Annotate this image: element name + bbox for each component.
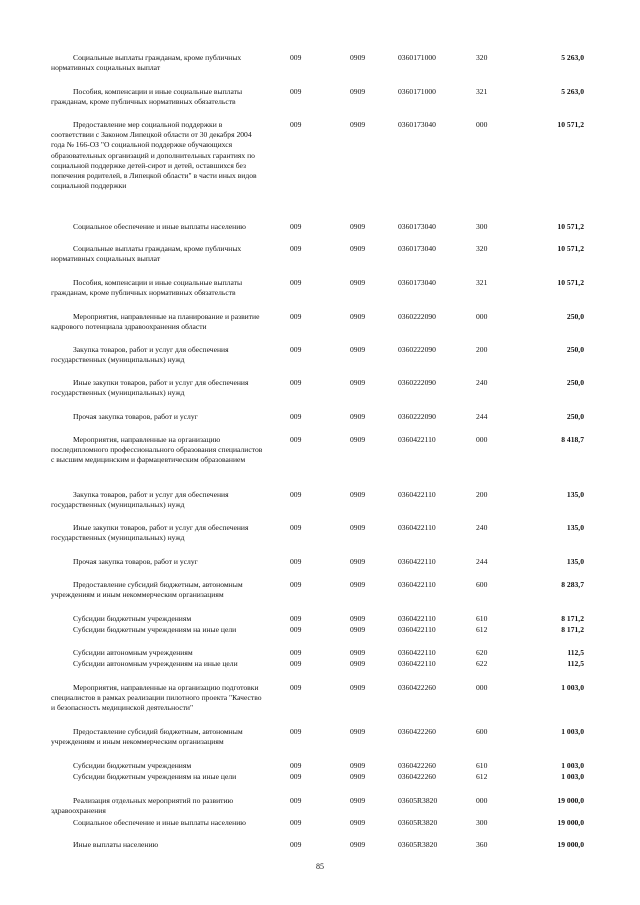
row-target-code: 0360422260 [398,772,436,781]
row-code-1: 009 [290,772,302,781]
row-section-code: 0909 [350,312,366,321]
row-type-code: 240 [476,378,488,387]
row-amount: 135,0 [566,557,584,566]
row-amount: 135,0 [566,490,584,499]
row-type-code: 000 [476,435,488,444]
row-description: Иные закупки товаров, работ и услуг для обеспечения государственных (муниципальных) нужд [51,378,249,398]
row-type-code: 000 [476,312,488,321]
row-target-code: 0360222090 [398,412,436,421]
row-type-code: 000 [476,796,488,805]
row-description: Субсидии автономным учреждениям на иные цели [73,659,238,668]
row-amount: 8 418,7 [561,435,584,444]
row-description: Закупка товаров, работ и услуг для обеспечения государственных (муниципальных) нужд [51,490,229,510]
row-target-code: 0360173040 [398,244,436,253]
row-amount: 250,0 [566,312,584,321]
row-code-1: 009 [290,659,302,668]
row-amount: 10 571,2 [557,120,584,129]
row-code-1: 009 [290,625,302,634]
row-target-code: 0360222090 [398,345,436,354]
row-description: Пособия, компенсации и иные социальные выплаты гражданам, кроме публичных нормативных обязательств [51,278,243,298]
row-description: Мероприятия, направленные на планирование и развитие кадрового потенциала здравоохранения области [51,312,260,332]
row-section-code: 0909 [350,523,366,532]
row-code-1: 009 [290,580,302,589]
row-type-code: 620 [476,648,488,657]
row-amount: 250,0 [566,412,584,421]
row-amount: 5 263,0 [561,87,584,96]
row-amount: 8 171,2 [561,614,584,623]
row-target-code: 0360422110 [398,557,436,566]
row-amount: 1 003,0 [561,727,584,736]
row-description: Мероприятия, направленные на организацию подготовки специалистов в рамках реализации пилотного проекта "Качество и безопасность медицинской деятельности" [51,683,262,713]
row-section-code: 0909 [350,614,366,623]
row-section-code: 0909 [350,278,366,287]
row-description: Мероприятия, направленные на организацию последипломного профессионального образования специалистов с высшим медицинским и фармацевтическим образованием [51,435,263,465]
row-amount: 135,0 [566,523,584,532]
row-amount: 1 003,0 [561,761,584,770]
row-description: Субсидии бюджетным учреждениям на иные цели [73,625,237,634]
row-type-code: 321 [476,278,488,287]
row-section-code: 0909 [350,761,366,770]
row-section-code: 0909 [350,378,366,387]
row-type-code: 610 [476,761,488,770]
row-target-code: 0360173040 [398,222,436,231]
row-code-1: 009 [290,840,302,849]
row-description: Реализация отдельных мероприятий по развитию здравоохранения [51,796,234,816]
row-description: Предоставление субсидий бюджетным, автономным учреждениям и иным некоммерческим организациям [51,580,243,600]
row-target-code: 0360422110 [398,490,436,499]
row-description: Закупка товаров, работ и услуг для обеспечения государственных (муниципальных) нужд [51,345,229,365]
row-description: Субсидии бюджетным учреждениям [73,614,192,623]
row-code-1: 009 [290,87,302,96]
row-type-code: 244 [476,557,488,566]
row-type-code: 200 [476,490,488,499]
row-section-code: 0909 [350,557,366,566]
row-section-code: 0909 [350,435,366,444]
row-code-1: 009 [290,557,302,566]
row-code-1: 009 [290,796,302,805]
row-code-1: 009 [290,222,302,231]
row-target-code: 0360422110 [398,625,436,634]
row-amount: 5 263,0 [561,53,584,62]
row-section-code: 0909 [350,727,366,736]
row-type-code: 300 [476,818,488,827]
row-target-code: 0360173040 [398,120,436,129]
row-code-1: 009 [290,120,302,129]
row-code-1: 009 [290,727,302,736]
row-target-code: 0360422110 [398,580,436,589]
row-amount: 112,5 [567,659,584,668]
row-type-code: 300 [476,222,488,231]
row-description: Прочая закупка товаров, работ и услуг [73,412,198,421]
row-section-code: 0909 [350,580,366,589]
row-target-code: 0360422260 [398,761,436,770]
row-target-code: 0360173040 [398,278,436,287]
row-amount: 1 003,0 [561,772,584,781]
row-target-code: 03605R3820 [398,840,438,849]
row-code-1: 009 [290,523,302,532]
row-section-code: 0909 [350,840,366,849]
row-type-code: 600 [476,727,488,736]
row-amount: 19 000,0 [557,818,584,827]
row-code-1: 009 [290,818,302,827]
row-amount: 10 571,2 [557,222,584,231]
row-amount: 8 171,2 [561,625,584,634]
row-section-code: 0909 [350,772,366,781]
row-type-code: 320 [476,53,488,62]
row-type-code: 360 [476,840,488,849]
row-amount: 8 283,7 [561,580,584,589]
row-code-1: 009 [290,761,302,770]
row-type-code: 321 [476,87,488,96]
row-amount: 250,0 [566,378,584,387]
row-section-code: 0909 [350,490,366,499]
row-type-code: 000 [476,683,488,692]
row-type-code: 610 [476,614,488,623]
row-section-code: 0909 [350,625,366,634]
row-target-code: 0360422110 [398,659,436,668]
page-number: 85 [316,862,324,871]
row-section-code: 0909 [350,659,366,668]
row-code-1: 009 [290,412,302,421]
row-description: Предоставление субсидий бюджетным, автономным учреждениям и иным некоммерческим организациям [51,727,243,747]
row-type-code: 320 [476,244,488,253]
row-section-code: 0909 [350,345,366,354]
row-target-code: 0360422260 [398,727,436,736]
row-description: Прочая закупка товаров, работ и услуг [73,557,198,566]
row-type-code: 622 [476,659,488,668]
row-code-1: 009 [290,490,302,499]
row-amount: 112,5 [567,648,584,657]
row-amount: 1 003,0 [561,683,584,692]
row-section-code: 0909 [350,87,366,96]
row-code-1: 009 [290,614,302,623]
row-type-code: 612 [476,625,488,634]
row-code-1: 009 [290,683,302,692]
row-description: Социальное обеспечение и иные выплаты населению [73,222,246,231]
row-section-code: 0909 [350,53,366,62]
row-description: Предоставление мер социальной поддержки в соответствии с Законом Липецкой области от 30 декабря 2004 года № 166-ОЗ "О социальной поддержке обучающихся образовательных организаций и дополнительных гарантиях по социальной поддержке детей-сирот и детей, оставшихся без попечения родителей, в Липецкой области" в части иных видов социальной поддержки [51,120,257,191]
row-target-code: 0360171000 [398,53,436,62]
row-amount: 19 000,0 [557,796,584,805]
row-code-1: 009 [290,648,302,657]
row-type-code: 000 [476,120,488,129]
row-section-code: 0909 [350,222,366,231]
row-type-code: 244 [476,412,488,421]
row-section-code: 0909 [350,648,366,657]
row-code-1: 009 [290,378,302,387]
row-target-code: 03605R3820 [398,796,438,805]
row-target-code: 0360222090 [398,312,436,321]
row-section-code: 0909 [350,796,366,805]
row-description: Иные закупки товаров, работ и услуг для обеспечения государственных (муниципальных) нужд [51,523,249,543]
row-type-code: 200 [476,345,488,354]
row-description: Социальное обеспечение и иные выплаты населению [73,818,246,827]
row-code-1: 009 [290,312,302,321]
row-description: Социальные выплаты гражданам, кроме публичных нормативных социальных выплат [51,244,242,264]
row-amount: 250,0 [566,345,584,354]
row-code-1: 009 [290,435,302,444]
row-target-code: 0360422110 [398,614,436,623]
row-target-code: 0360422110 [398,648,436,657]
row-description: Иные выплаты населению [73,840,159,849]
row-amount: 19 000,0 [557,840,584,849]
row-code-1: 009 [290,53,302,62]
row-description: Пособия, компенсации и иные социальные выплаты гражданам, кроме публичных нормативных обязательств [51,87,243,107]
row-code-1: 009 [290,244,302,253]
row-type-code: 240 [476,523,488,532]
row-code-1: 009 [290,345,302,354]
row-section-code: 0909 [350,818,366,827]
row-description: Субсидии автономным учреждениям [73,648,193,657]
row-section-code: 0909 [350,120,366,129]
row-amount: 10 571,2 [557,278,584,287]
row-target-code: 0360171000 [398,87,436,96]
row-type-code: 600 [476,580,488,589]
row-target-code: 03605R3820 [398,818,438,827]
row-section-code: 0909 [350,412,366,421]
row-target-code: 0360422260 [398,683,436,692]
row-description: Социальные выплаты гражданам, кроме публичных нормативных социальных выплат [51,53,242,73]
row-code-1: 009 [290,278,302,287]
row-target-code: 0360422110 [398,523,436,532]
row-description: Субсидии бюджетным учреждениям [73,761,192,770]
row-section-code: 0909 [350,683,366,692]
row-target-code: 0360422110 [398,435,436,444]
row-section-code: 0909 [350,244,366,253]
row-amount: 10 571,2 [557,244,584,253]
row-target-code: 0360222090 [398,378,436,387]
row-description: Субсидии бюджетным учреждениям на иные цели [73,772,237,781]
row-type-code: 612 [476,772,488,781]
